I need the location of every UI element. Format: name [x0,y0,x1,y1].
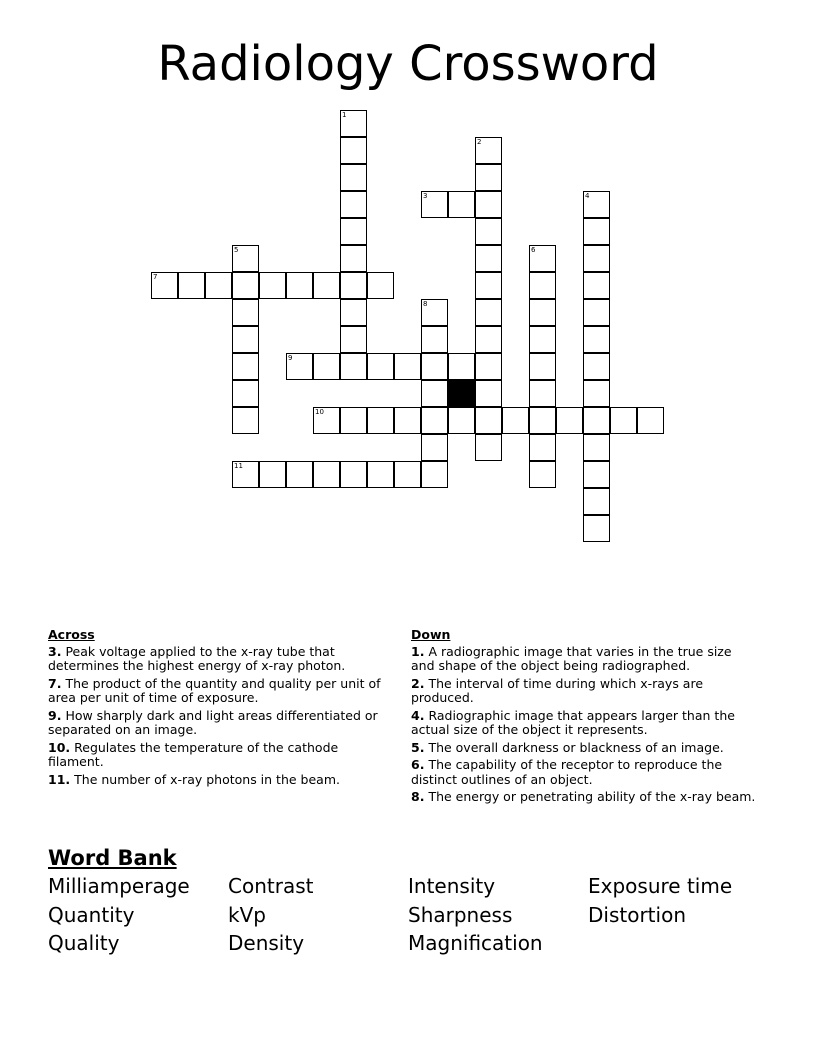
down-clues [411,628,756,808]
across-clue [48,677,393,706]
grid-cell[interactable] [232,299,259,326]
grid-cell[interactable] [529,461,556,488]
grid-cell[interactable] [475,137,502,164]
grid-cell[interactable] [583,191,610,218]
grid-cell[interactable] [475,326,502,353]
grid-cell[interactable] [421,380,448,407]
clue-text: How sharply dark and light areas differentiated or separated on an image. [48,707,378,737]
grid-cell[interactable] [340,218,367,245]
grid-cell[interactable] [421,191,448,218]
grid-cell[interactable] [232,353,259,380]
grid-cell[interactable] [232,245,259,272]
black-cell [448,380,475,407]
grid-cell[interactable] [583,407,610,434]
clue-text: The interval of time during which x-rays are produced. [411,675,704,705]
grid-cell[interactable] [448,191,475,218]
cell-number: 3 [423,192,428,200]
grid-cell[interactable] [448,353,475,380]
across-clue [48,645,393,674]
grid-cell[interactable] [340,353,367,380]
word-bank-item: Intensity [408,874,496,898]
grid-cell[interactable] [529,353,556,380]
clue-text: A radiographic image that varies in the true size and shape of the object being radiographed. [411,643,732,673]
grid-cell[interactable] [286,272,313,299]
grid-cell[interactable] [637,407,664,434]
clue-number: 9. [48,707,62,723]
grid-cell[interactable] [583,218,610,245]
cell-number: 10 [315,408,324,416]
cell-number: 11 [234,462,243,470]
grid-cell[interactable] [421,434,448,461]
clue-text: The capability of the receptor to reproduce the distinct outlines of an object. [411,757,723,787]
clue-number: 8. [411,789,425,804]
grid-cell[interactable] [259,461,286,488]
grid-cell[interactable] [475,218,502,245]
grid-cell[interactable] [367,461,394,488]
cell-number: 7 [153,273,158,281]
grid-cell[interactable] [475,353,502,380]
grid-cell[interactable] [367,272,394,299]
page-title: Radiology Crossword [157,36,659,92]
clue-text: The overall darkness or blackness of an image. [428,739,724,755]
grid-cell[interactable] [205,272,232,299]
down-heading: Down [411,627,451,642]
grid-cell[interactable] [232,461,259,488]
word-bank-item: Exposure time [588,874,733,898]
across-heading: Across [48,627,95,642]
grid-cell[interactable] [583,326,610,353]
grid-cell[interactable] [529,380,556,407]
grid-cell[interactable] [340,461,367,488]
grid-cell[interactable] [556,407,583,434]
grid-cell[interactable] [583,299,610,326]
across-clues [48,628,393,790]
clue-text: Regulates the temperature of the cathode filament. [48,739,339,769]
grid-cell[interactable] [340,245,367,272]
grid-cell[interactable] [529,245,556,272]
grid-cell[interactable] [475,434,502,461]
clue-text: The number of x-ray photons in the beam. [74,771,340,787]
word-bank-item: kVp [228,902,266,927]
grid-cell[interactable] [583,434,610,461]
grid-cell[interactable] [610,407,637,434]
word-bank-item: Milliamperage [48,874,190,898]
clue-number: 5. [411,739,425,755]
grid-cell[interactable] [394,461,421,488]
down-clue [411,709,756,738]
grid-cell[interactable] [529,299,556,326]
word-bank [48,872,768,958]
grid-cell[interactable] [367,407,394,434]
grid-cell[interactable] [394,353,421,380]
word-bank-title: Word Bank [48,846,177,870]
clue-number: 10. [48,739,71,755]
grid-cell[interactable] [583,272,610,299]
clue-text: The product of the quantity and quality per unit of area per unit of time of exposure. [48,675,381,705]
grid-cell[interactable] [529,434,556,461]
clue-text: Radiographic image that appears larger than the actual size of the object it represents. [411,707,735,737]
word-bank-item: Distortion [588,902,686,927]
grid-cell[interactable] [448,407,475,434]
grid-cell[interactable] [421,353,448,380]
word-bank-item: Density [228,931,305,955]
grid-cell[interactable] [475,191,502,218]
grid-cell[interactable] [421,299,448,326]
grid-cell[interactable] [583,353,610,380]
grid-cell[interactable] [583,380,610,407]
grid-cell[interactable] [313,353,340,380]
word-bank-item: Quality [48,931,120,955]
clue-number: 4. [411,707,425,723]
across-clue [48,741,393,770]
grid-cell[interactable] [367,353,394,380]
cell-number: 4 [585,192,590,200]
grid-cell[interactable] [340,191,367,218]
clue-number: 3. [48,643,62,659]
grid-cell[interactable] [529,272,556,299]
grid-cell[interactable] [151,272,178,299]
grid-cell[interactable] [340,272,367,299]
grid-cell[interactable] [475,245,502,272]
grid-cell[interactable] [394,407,421,434]
grid-cell[interactable] [475,272,502,299]
grid-cell[interactable] [475,299,502,326]
word-bank-item: Quantity [48,902,135,927]
grid-cell[interactable] [340,407,367,434]
grid-cell[interactable] [421,407,448,434]
grid-cell[interactable] [475,380,502,407]
grid-cell[interactable] [259,272,286,299]
grid-cell[interactable] [421,326,448,353]
grid-cell[interactable] [340,164,367,191]
grid-cell[interactable] [313,272,340,299]
grid-cell[interactable] [232,407,259,434]
grid-cell[interactable] [340,326,367,353]
clue-text: Peak voltage applied to the x-ray tube that determines the highest energy of x-ray photon. [48,643,346,673]
grid-cell[interactable] [232,272,259,299]
grid-cell[interactable] [583,488,610,515]
word-bank-item: Sharpness [408,902,513,927]
grid-cell[interactable] [232,380,259,407]
grid-cell[interactable] [529,326,556,353]
grid-cell[interactable] [340,110,367,137]
down-clue [411,741,756,756]
grid-cell[interactable] [340,299,367,326]
grid-cell[interactable] [583,245,610,272]
across-clue [48,709,393,738]
word-bank-item: Contrast [228,874,314,898]
grid-cell[interactable] [475,407,502,434]
grid-cell[interactable] [583,461,610,488]
word-bank-item: Magnification [408,931,543,955]
cell-number: 8 [423,300,428,308]
cell-number: 1 [342,111,347,119]
cell-number: 5 [234,246,239,254]
down-clue-list [411,645,756,805]
clue-number: 1. [411,643,425,659]
cell-number: 9 [288,354,293,362]
grid-cell[interactable] [340,137,367,164]
clue-number: 2. [411,675,425,691]
grid-cell[interactable] [421,461,448,488]
clue-number: 11. [48,771,71,787]
grid-cell[interactable] [313,407,340,434]
grid-cell[interactable] [178,272,205,299]
down-clue [411,758,756,787]
across-clue-list [48,645,393,788]
grid-cell[interactable] [583,515,610,542]
grid-cell[interactable] [529,407,556,434]
clue-number: 6. [411,757,425,772]
grid-cell[interactable] [475,164,502,191]
cell-number: 2 [477,138,482,146]
grid-cell[interactable] [286,461,313,488]
down-clue [411,645,756,674]
clue-text: The energy or penetrating ability of the x-ray beam. [428,789,756,804]
grid-cell[interactable] [232,326,259,353]
grid-cell[interactable] [502,407,529,434]
down-clue [411,677,756,706]
grid-cell[interactable] [313,461,340,488]
cell-number: 6 [531,246,536,254]
across-clue [48,773,393,788]
grid-cell[interactable] [286,353,313,380]
clue-number: 7. [48,675,62,691]
down-clue [411,790,756,805]
